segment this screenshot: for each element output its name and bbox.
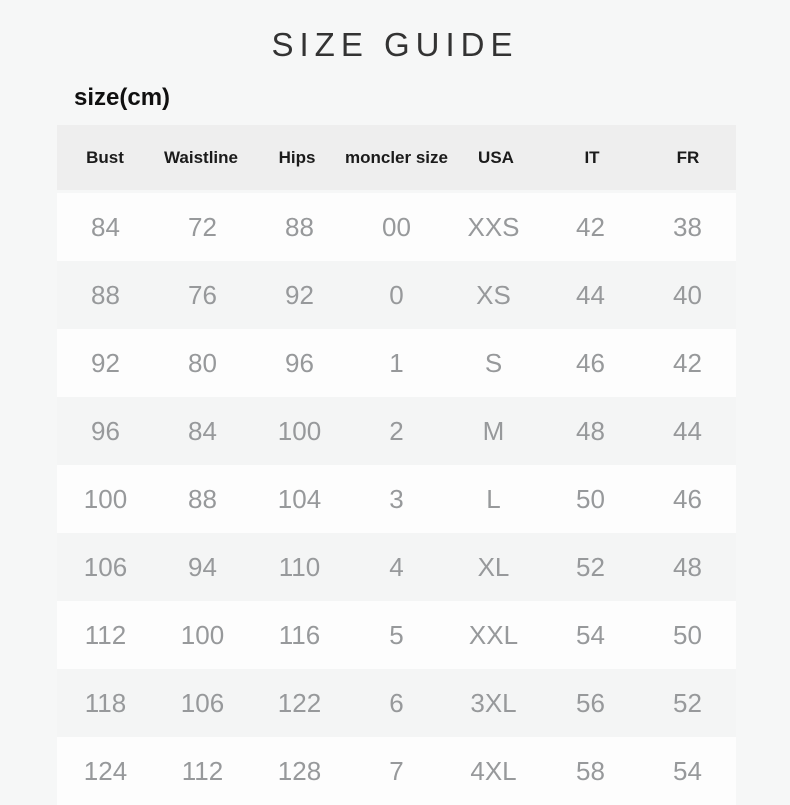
table-cell: 116	[278, 619, 321, 650]
table-cell: 46	[576, 347, 605, 378]
table-cell: 128	[277, 755, 322, 786]
table-cell: 00	[382, 211, 411, 242]
table-cell: 94	[188, 551, 217, 582]
table-row	[57, 193, 736, 261]
table-row	[57, 669, 736, 737]
table-cell: XXL	[468, 619, 519, 650]
page-title: SIZE GUIDE	[271, 26, 519, 63]
table-cell: L	[486, 483, 501, 514]
column-header: IT	[584, 147, 600, 167]
table-cell: 42	[673, 347, 702, 378]
table-cell: 4XL	[470, 755, 517, 786]
table-cell: 52	[673, 687, 702, 718]
table-cell: 4	[389, 551, 404, 582]
column-header: moncler size	[345, 147, 448, 167]
table-cell: 92	[285, 279, 314, 310]
table-cell: 122	[277, 687, 322, 718]
table-cell: XXS	[467, 211, 520, 242]
table-cell: 112	[84, 619, 127, 650]
table-cell: 50	[576, 483, 605, 514]
table-row	[57, 465, 736, 533]
table-row	[57, 533, 736, 601]
table-cell: 104	[277, 483, 322, 514]
table-cell: 88	[285, 211, 314, 242]
table-cell: 3XL	[470, 687, 517, 718]
size-table-body	[57, 193, 736, 805]
table-cell: 40	[673, 279, 702, 310]
table-cell: 118	[84, 687, 127, 718]
table-row	[57, 329, 736, 397]
table-cell: 44	[576, 279, 605, 310]
table-cell: 50	[673, 619, 702, 650]
table-cell: 48	[576, 415, 605, 446]
column-header: FR	[676, 147, 700, 167]
table-cell: 6	[389, 687, 404, 718]
table-row	[57, 601, 736, 669]
table-cell: 100	[180, 619, 225, 650]
table-cell: XS	[476, 279, 511, 310]
unit-label: size(cm)	[74, 84, 171, 111]
table-cell: 3	[389, 483, 404, 514]
table-cell: 44	[673, 415, 702, 446]
table-cell: 110	[278, 551, 321, 582]
table-cell: 54	[673, 755, 702, 786]
size-table-header-row	[57, 125, 736, 190]
table-row	[57, 261, 736, 329]
column-header: Bust	[86, 147, 124, 167]
column-header: USA	[478, 147, 514, 167]
table-cell: 52	[576, 551, 605, 582]
table-cell: 42	[576, 211, 605, 242]
table-cell: 96	[91, 415, 120, 446]
table-cell: 106	[83, 551, 128, 582]
table-cell: 38	[673, 211, 702, 242]
column-header: Waistline	[164, 147, 238, 167]
table-cell: 96	[285, 347, 314, 378]
table-cell: 100	[277, 415, 322, 446]
table-cell: 100	[83, 483, 128, 514]
table-cell: 56	[576, 687, 605, 718]
table-cell: 76	[188, 279, 217, 310]
table-cell: 58	[576, 755, 605, 786]
table-cell: 2	[389, 415, 404, 446]
table-cell: 80	[188, 347, 217, 378]
table-cell: S	[484, 347, 503, 378]
table-cell: 54	[576, 619, 605, 650]
table-cell: 84	[91, 211, 120, 242]
table-row	[57, 737, 736, 805]
table-cell: 1	[389, 347, 404, 378]
table-cell: 5	[389, 619, 404, 650]
table-cell: 112	[181, 755, 224, 786]
table-cell: 7	[389, 755, 404, 786]
table-cell: 88	[91, 279, 120, 310]
table-cell: 72	[188, 211, 217, 242]
size-guide-table	[57, 125, 736, 805]
table-cell: 48	[673, 551, 702, 582]
table-cell: 124	[83, 755, 128, 786]
table-cell: 92	[91, 347, 120, 378]
table-cell: 106	[180, 687, 225, 718]
table-cell: 0	[389, 279, 404, 310]
table-cell: 88	[188, 483, 217, 514]
table-cell: M	[482, 415, 505, 446]
table-cell: 46	[673, 483, 702, 514]
table-row	[57, 397, 736, 465]
column-header: Hips	[278, 147, 316, 167]
table-cell: XL	[477, 551, 510, 582]
table-cell: 84	[188, 415, 217, 446]
